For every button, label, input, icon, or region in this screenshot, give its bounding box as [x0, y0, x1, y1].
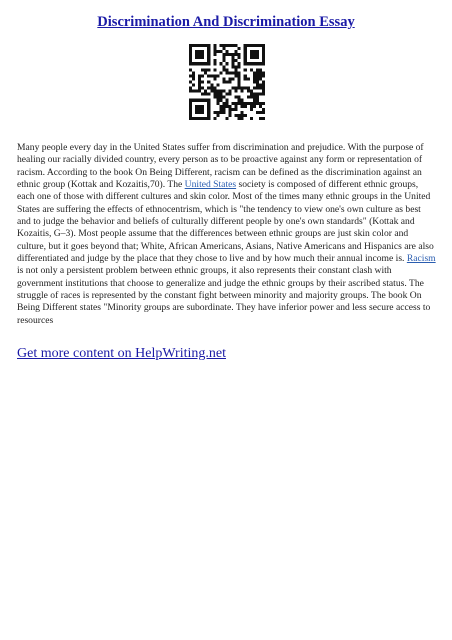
paragraph-text-part2: society is composed of different ethnic groups, each one of those with different cultures and skin color. Most of the times many ethnic groups in the United States are suffering the effects of ethnocentrism, which is "the tendency to view one's own culture as best and to judge the behavior and beliefs of culturally different people by one's own standards" (Kottak and Kozaitis, G–3). Most people assume that the differences between ethnic groups are just skin color and culture, but it goes beyond that; White, African Americans, Asians, Native Americans and Hispanics are also differentiated and judge by the place that they chose to live and by how much their annual income is. — [17, 179, 434, 265]
united-states-link[interactable]: United States — [184, 179, 237, 191]
helpwriting-link[interactable]: Get more content on HelpWriting.net — [17, 346, 226, 361]
paragraph-text-part1: Many people every day in the United States suffer from discrimination and prejudice. With the purpose of healing our racially divided country, every person as to be proactive against any form or representation of racism. According to the book On Being Different, racism can be defined as the discrimination against an ethnic group (Kottak and Kozaitis,70). The — [17, 142, 424, 191]
qr-code-icon — [189, 44, 265, 120]
essay-paragraph — [17, 142, 437, 327]
paragraph-text-part3: is not only a persistent problem between ethnic groups, it also represents their constant clash with government institutions that choose to generalize and judge the ethnic groups by their ascribed status. The struggle of races is represented by the constant fight between minority and majority groups. The book On Being Different states "Minority groups are subordinate. They have inferior power and less secure access to resources — [17, 265, 431, 326]
document-title-link[interactable]: Discrimination And Discrimination Essay — [97, 14, 355, 30]
racism-link[interactable]: Racism — [406, 253, 436, 265]
